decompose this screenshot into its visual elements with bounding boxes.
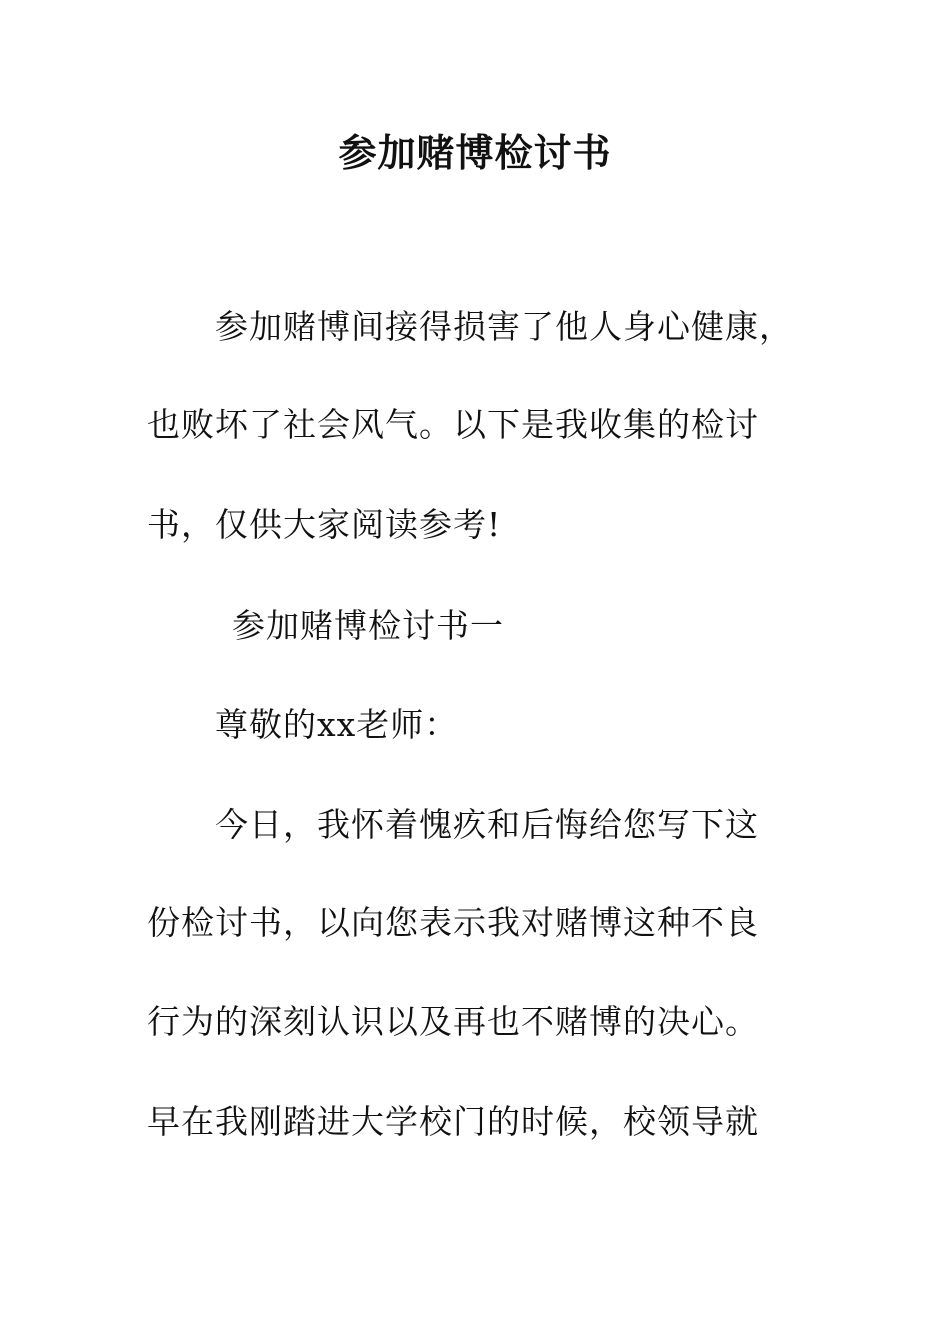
intro-line-3: 书，仅供大家阅读参考! [147,505,502,544]
body-line-1: 今日，我怀着愧疚和后悔给您写下这 [215,805,759,844]
body-line-2: 份检讨书，以向您表示我对赌博这种不良 [147,903,759,942]
body-line-4: 早在我刚踏进大学校门的时候，校领导就 [147,1102,759,1141]
body-line-3: 行为的深刻认识以及再也不赌博的决心。 [147,1002,759,1041]
intro-line-2: 也败坏了社会风气。以下是我收集的检讨 [147,405,759,444]
intro-line-1: 参加赌博间接得损害了他人身心健康， [215,307,793,346]
section-heading: 参加赌博检讨书一 [232,606,504,645]
salutation: 尊敬的xx老师： [215,705,459,744]
document-title: 参加赌博检讨书 [338,131,612,175]
